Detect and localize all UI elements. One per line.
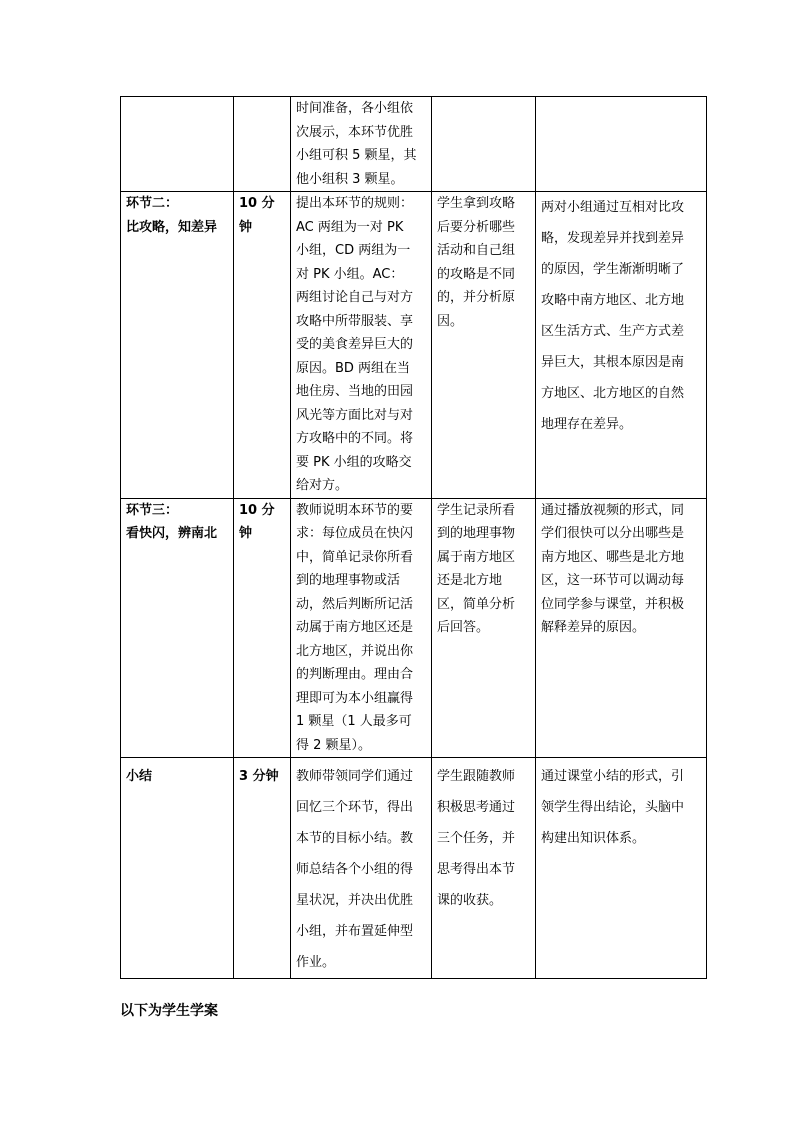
cell-text-line: 还是北方地: [437, 573, 503, 588]
table-row: [121, 758, 707, 979]
table-row: [121, 192, 707, 499]
teacher-activity-cell: [291, 97, 432, 192]
cell-text-line: 课的收获。: [437, 893, 503, 908]
cell-text-line: 中，简单记录你所看: [296, 549, 414, 565]
cell-text-line: 属于南方地区: [437, 549, 516, 565]
cell-text-line: 三个任务，并: [437, 831, 516, 846]
cell-text-line: 的，并分析原: [437, 290, 516, 305]
student-activity-cell: [432, 97, 536, 192]
stage-title: 环节二：: [126, 196, 179, 211]
cell-text-line: 教师说明本环节的要: [296, 502, 414, 518]
cell-text-line: 两组讨论自己与对方: [296, 290, 414, 305]
lesson-plan-table: [120, 96, 707, 979]
cell-text-line: 积极思考通过: [437, 800, 516, 815]
cell-text-line: 构建出知识体系。: [541, 831, 646, 846]
cell-text-line: 提出本环节的规则：: [296, 196, 414, 211]
time-text: 10 分: [239, 502, 275, 518]
cell-text-line: 学们很快可以分出哪些是: [541, 526, 685, 541]
time-text: 10 分: [239, 196, 275, 211]
cell-text-line: 对 PK 小组。AC：: [296, 266, 404, 282]
teacher-activity-cell: [291, 758, 432, 979]
cell-text-line: 的原因，学生渐渐明晰了: [541, 262, 685, 277]
stage-cell: [121, 498, 234, 758]
cell-text-line: 的攻略是不同: [437, 266, 516, 282]
cell-text-line: 到的地理事物或活: [296, 573, 401, 588]
cell-text-line: 略，发现差异并找到差异: [541, 231, 685, 246]
cell-text-line: AC 两组为一对 PK: [296, 219, 404, 235]
cell-text-line: 星状况，并决出优胜: [296, 893, 414, 908]
cell-text-line: 受的美食差异巨大的: [296, 337, 414, 352]
student-worksheet-heading: 以下为学生学案: [120, 1003, 218, 1019]
time-text: 钟: [239, 526, 253, 541]
student-activity-cell: [432, 498, 536, 758]
cell-text-line: 理即可为本小组赢得: [296, 690, 414, 706]
cell-text-line: 地住房、当地的田园: [296, 384, 414, 399]
cell-text-line: 给对方。: [296, 478, 349, 493]
cell-text-line: 南方地区、哪些是北方地: [541, 549, 685, 565]
cell-text-line: 回忆三个环节，得出: [296, 800, 414, 815]
cell-text-line: 方攻略中的不同。将: [296, 431, 414, 446]
cell-text-line: 教师带领同学们通过: [296, 769, 414, 784]
cell-text-line: 通过课堂小结的形式，引: [541, 769, 685, 784]
cell-text-line: 区，这一环节可以调动每: [541, 573, 685, 588]
time-cell: [234, 192, 291, 499]
cell-text-line: 区，简单分析: [437, 596, 516, 612]
cell-text-line: 求：每位成员在快闪: [296, 526, 414, 541]
design-intent-cell: [536, 192, 707, 499]
cell-text-line: 的判断理由。理由合: [296, 667, 414, 682]
cell-text-line: 活动和自己组: [437, 243, 516, 258]
stage-cell: [121, 758, 234, 979]
table-row: [121, 97, 707, 192]
cell-text-line: 风光等方面比对与对: [296, 407, 414, 423]
student-activity-cell: [432, 758, 536, 979]
cell-text-line: 作业。: [296, 955, 336, 970]
cell-text-line: 因。: [437, 313, 464, 329]
cell-text-line: 1 颗星（1 人最多可: [296, 714, 412, 729]
cell-text-line: 领学生得出结论，头脑中: [541, 800, 685, 815]
cell-text-line: 学生拿到攻略: [437, 196, 516, 211]
time-cell: [234, 758, 291, 979]
teacher-activity-cell: [291, 498, 432, 758]
stage-cell: [121, 97, 234, 192]
design-intent-cell: [536, 97, 707, 192]
cell-text-line: 后回答。: [437, 620, 490, 635]
cell-text-line: 异巨大，其根本原因是南: [541, 355, 685, 370]
cell-text-line: 小组，并布置延伸型: [296, 924, 414, 939]
cell-text-line: 到的地理事物: [437, 526, 516, 541]
cell-text-line: 解释差异的原因。: [541, 620, 646, 635]
cell-text-line: 方地区、北方地区的自然: [541, 386, 685, 401]
cell-text-line: 小组可积 5 颗星，其: [296, 148, 417, 163]
cell-text-line: 要 PK 小组的攻略交: [296, 454, 412, 470]
time-cell: [234, 498, 291, 758]
stage-title: 环节三：: [126, 502, 179, 518]
table-row: [121, 498, 707, 758]
time-text: 3 分钟: [239, 769, 279, 784]
cell-text-line: 得 2 颗星）。: [296, 737, 372, 753]
cell-text-line: 攻略中南方地区、北方地: [541, 293, 685, 308]
cell-text-line: 攻略中所带服装、享: [296, 313, 414, 329]
design-intent-cell: [536, 758, 707, 979]
cell-text-line: 原因。BD 两组在当: [296, 360, 411, 376]
teacher-activity-cell: [291, 192, 432, 499]
cell-text-line: 北方地区，并说出你: [296, 643, 414, 659]
cell-text-line: 地理存在差异。: [541, 417, 633, 432]
cell-text-line: 区生活方式、生产方式差: [541, 324, 685, 339]
cell-text-line: 小组，CD 两组为一: [296, 243, 411, 258]
time-cell: [234, 97, 291, 192]
time-text: 钟: [239, 219, 253, 235]
cell-text-line: 时间准备，各小组依: [296, 101, 414, 116]
cell-text-line: 次展示，本环节优胜: [296, 124, 414, 140]
cell-text-line: 思考得出本节: [437, 862, 516, 877]
cell-text-line: 学生记录所看: [437, 502, 516, 518]
cell-text-line: 他小组积 3 颗星。: [296, 171, 404, 187]
cell-text-line: 本节的目标小结。教: [296, 831, 414, 846]
cell-text-line: 位同学参与课堂，并积极: [541, 596, 685, 612]
cell-text-line: 动属于南方地区还是: [296, 620, 414, 635]
cell-text-line: 动，然后判断所记活: [296, 596, 414, 612]
student-activity-cell: [432, 192, 536, 499]
stage-subtitle: 比攻略，知差异: [126, 219, 218, 235]
cell-text-line: 后要分析哪些: [437, 219, 516, 235]
stage-title: 小结: [126, 769, 153, 784]
cell-text-line: 师总结各个小组的得: [296, 862, 414, 877]
stage-cell: [121, 192, 234, 499]
design-intent-cell: [536, 498, 707, 758]
cell-text-line: 两对小组通过互相对比攻: [541, 200, 685, 215]
cell-text-line: 学生跟随教师: [437, 769, 516, 784]
stage-subtitle: 看快闪，辨南北: [126, 526, 218, 541]
cell-text-line: 通过播放视频的形式，同: [541, 502, 685, 518]
